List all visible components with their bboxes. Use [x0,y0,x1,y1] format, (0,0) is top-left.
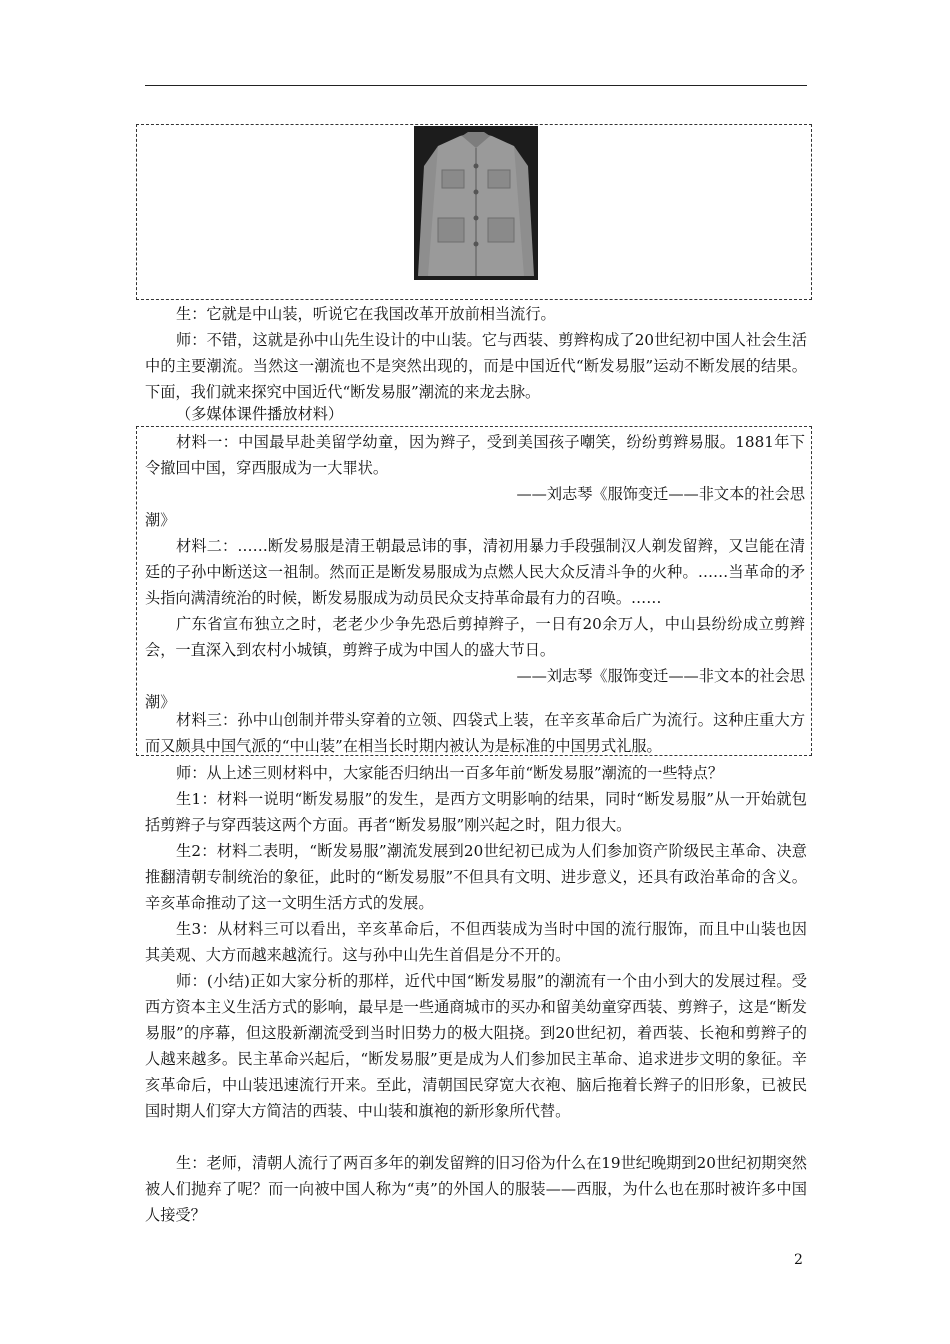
material-one: 材料一：中国最早赴美留学幼童，因为辫子，受到美国孩子嘲笑，纷纷剪辫易服。1881年下令撤回中国，穿西服成为一大罪状。 [145,433,805,477]
dialogue-teacher-summary: 师：(小结)正如大家分析的那样，近代中国“断发易服”的潮流有一个由小到大的发展过程。受西方资本主义生活方式的影响，最早是一些通商城市的买办和留美幼童穿西装、剪辫子，这是“断发易服”的序幕，但这股新潮流受到当时旧势力的极大阻挠。到20世纪初，着西装、长袍和剪辫子的人越来越多。民主革命兴起后，“断发易服”更是成为人们参加民主革命、追求进步文明的象征。辛亥革命后，中山装迅速流行开来。至此，清朝国民穿宽大衣袍、脑后拖着长辫子的旧形象，已被民国时期人们穿大方简洁的西装、中山装和旗袍的新形象所代替。 [145,972,807,1120]
page-number: 2 [794,1252,803,1268]
multimedia-note: （多媒体课件播放材料） [176,405,344,423]
dialogue-teacher-2: 师：从上述三则材料中，大家能否归纳出一百多年前“断发易服”潮流的一些特点？ [176,764,724,782]
zhongshan-suit-photo [414,126,538,280]
dialogue-student-s1: 生1：材料一说明“断发易服”的发生，是西方文明影响的结果，同时“断发易服”从一开始就包括剪辫子与穿西装这两个方面。再者“断发易服”刚兴起之时，阻力很大。 [145,790,807,834]
material-three: 材料三：孙中山创制并带头穿着的立领、四袋式上装，在辛亥革命后广为流行。这种庄重大方而又颇具中国气派的“中山装”在相当长时期内被认为是标准的中国男式礼服。 [145,711,805,755]
dialogue-teacher-1: 师：不错，这就是孙中山先生设计的中山装。它与西装、剪辫构成了20世纪初中国人社会生活中的主要潮流。当然这一潮流也不是突然出现的，而是中国近代“断发易服”运动不断发展的结果。下面，我们就来探究中国近代“断发易服”潮流的来龙去脉。 [145,331,807,401]
dialogue-student-1: 生：它就是中山装，听说它在我国改革开放前相当流行。 [176,305,556,323]
material-one-source-end: 潮》 [145,511,176,529]
material-two-source-end: 潮》 [145,693,176,711]
materials-box [136,426,812,756]
header-rule [145,85,807,86]
dialogue-student-question: 生：老师，清朝人流行了两百多年的剃发留辫的旧习俗为什么在19世纪晚期到20世纪初期突然被人们抛弃了呢？而一向被中国人称为“夷”的外国人的服装——西服，为什么也在那时被许多中国人接受？ [145,1154,807,1224]
material-two: 材料二：……断发易服是清王朝最忌讳的事，清初用暴力手段强制汉人剃发留辫，又岂能在清廷的子孙中断送这一祖制。然而正是断发易服成为点燃人民大众反清斗争的火种。……当革命的矛头指向满清统治的时候，断发易服成为动员民众支持革命最有力的召唤。…… [145,537,805,607]
material-two-source: ——刘志琴《服饰变迁——非文本的社会思 [516,667,805,685]
dialogue-student-s3: 生3：从材料三可以看出，辛亥革命后，不但西装成为当时中国的流行服饰，而且中山装也因其美观、大方而越来越流行。这与孙中山先生首倡是分不开的。 [145,920,807,964]
material-two-cont: 广东省宣布独立之时，老老少少争先恐后剪掉辫子，一日有20余万人，中山县纷纷成立剪辫会，一直深入到农村小城镇，剪辫子成为中国人的盛大节日。 [145,615,805,659]
image-frame [136,124,812,300]
material-one-source: ——刘志琴《服饰变迁——非文本的社会思 [516,485,805,503]
dialogue-student-s2: 生2：材料二表明，“断发易服”潮流发展到20世纪初已成为人们参加资产阶级民主革命、决意推翻清朝专制统治的象征，此时的“断发易服”不但具有文明、进步意义，还具有政治革命的含义。辛亥革命推动了这一文明生活方式的发展。 [145,842,807,912]
